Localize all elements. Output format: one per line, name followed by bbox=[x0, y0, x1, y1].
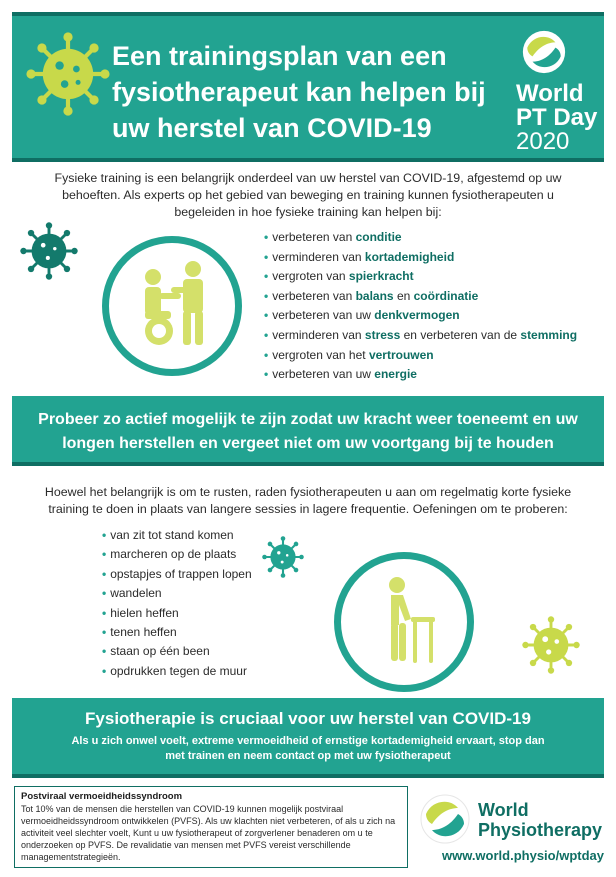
list-item: • vergroten van spierkracht bbox=[264, 267, 604, 287]
list-item: • verbeteren van balans en coördinatie bbox=[264, 287, 604, 307]
list-item: • vergroten van het vertrouwen bbox=[264, 346, 604, 366]
page-title: Een trainingsplan van een fysiotherapeut kan helpen bij uw herstel van COVID-19 bbox=[112, 41, 486, 143]
world-pt-day-logo-icon bbox=[522, 30, 566, 74]
activity-banner bbox=[12, 396, 604, 466]
world-physiotherapy-logo bbox=[418, 794, 604, 844]
list-item: • hielen heffen bbox=[102, 604, 302, 623]
benefits-list bbox=[264, 228, 604, 385]
physio-assist-icon bbox=[109, 243, 235, 369]
pvfs-heading: Postviraal vermoeidheidssyndroom bbox=[21, 791, 183, 802]
list-item: • wandelen bbox=[102, 584, 302, 603]
physio-illustration-circle bbox=[102, 236, 242, 376]
intro-paragraph: Fysieke training is een belangrijk onderdeel van uw herstel van COVID-19, afgestemd op uw behoeften. Als experts op het gebied van beweging en training kunnen fysiotherapeuten u begeleiden in hoe fysieke training kan helpen bij: bbox=[54, 171, 562, 219]
virus-teal-icon bbox=[20, 222, 78, 280]
list-item: • verbeteren van conditie bbox=[264, 228, 604, 248]
warning-banner-title: Fysiotherapie is cruciaal voor uw herstel van COVID-19 bbox=[85, 709, 531, 728]
list-item: • van zit tot stand komen bbox=[102, 526, 302, 545]
org-name-line-2: Physiotherapy bbox=[478, 820, 603, 840]
activity-banner-text: Probeer zo actief mogelijk te zijn zodat uw kracht weer toeneemt en uw longen herstellen en vergeet niet om uw voortgang bij te houden bbox=[38, 411, 578, 452]
virus-teal-icon bbox=[262, 536, 304, 578]
list-item: • opstapjes of trappen lopen bbox=[102, 565, 302, 584]
logo-line-1: World bbox=[516, 80, 584, 107]
list-item: • marcheren op de plaats bbox=[102, 545, 302, 564]
logo-year: 2020 bbox=[516, 128, 570, 155]
virus-lime-icon bbox=[26, 32, 110, 116]
pvfs-info-box bbox=[14, 786, 408, 868]
warning-banner-text: Als u zich onwel voelt, extreme vermoeidheid of ernstige kortademigheid ervaart, stop dan met trainen en neem contact op met uw fysiotherapeut bbox=[71, 735, 545, 762]
list-item: • opdrukken tegen de muur bbox=[102, 662, 302, 681]
list-item: • staan op één been bbox=[102, 642, 302, 661]
list-item: • verminderen van kortademigheid bbox=[264, 248, 604, 268]
logo-line-2: PT Day bbox=[516, 104, 598, 131]
header-banner bbox=[12, 12, 604, 162]
org-name-line-1: World bbox=[478, 800, 529, 820]
walker-illustration-circle bbox=[334, 552, 474, 692]
world-physiotherapy-logo-icon bbox=[420, 794, 470, 844]
walker-icon bbox=[341, 559, 467, 685]
list-item: • verminderen van stress en verbeteren van de stemming bbox=[264, 326, 604, 346]
pvfs-body: Tot 10% van de mensen die herstellen van COVID-19 kunnen mogelijk postviraal vermoeidheidssyndroom ontwikkelen (PVFS). Als uw klachten niet verbeteren, of als u zich na activiteit veel slechter voelt, Kunt u uw fysiotherapeut of zorgverlener benaderen om u te onderzoeken op PVFS. De revalidatie van mensen met PVFS vereist verschillende managementstrategieën. bbox=[21, 804, 396, 862]
website-link[interactable]: www.world.physio/wptday bbox=[441, 848, 604, 863]
virus-lime-icon bbox=[522, 616, 580, 674]
world-pt-day-logo bbox=[512, 26, 602, 156]
list-item: • verbeteren van uw energie bbox=[264, 365, 604, 385]
list-item: • verbeteren van uw denkvermogen bbox=[264, 306, 604, 326]
exercise-intro-paragraph: Hoewel het belangrijk is om te rusten, raden fysiotherapeuten u aan om regelmatig korte fysieke training te doen in plaats van langere sessies in lagere frequentie. Oefeningen om te proberen: bbox=[44, 485, 572, 516]
list-item: • tenen heffen bbox=[102, 623, 302, 642]
warning-banner bbox=[12, 698, 604, 778]
